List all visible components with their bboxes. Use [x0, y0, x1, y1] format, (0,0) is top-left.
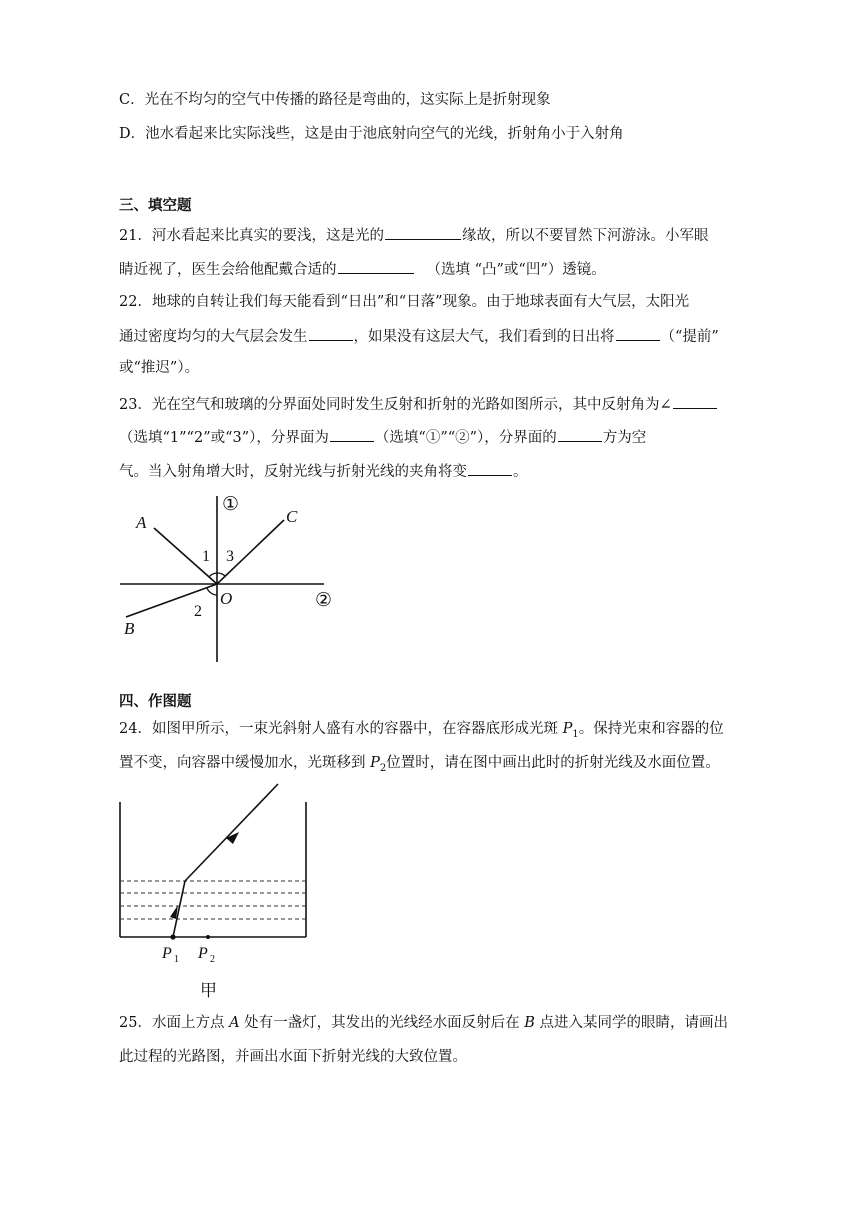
incident-arrow-icon [226, 832, 239, 844]
label-angle-1: 1 [202, 548, 210, 565]
q23-text-e: 气。当入射角增大时，反射光线与折射光线的夹角将变 [119, 464, 467, 480]
angle-3-arc [217, 573, 225, 576]
q24-text-a: 24．如图甲所示，一束光斜射人盛有水的容器中，在容器底形成光斑 [119, 721, 563, 737]
label-a: A [136, 513, 147, 532]
q23-blank-4[interactable] [468, 461, 512, 476]
q22-text-b: ，如果没有这层大气，我们看到的日出将 [353, 329, 615, 345]
q21-text-c: 睛近视了，医生会给他配戴合适的 [119, 262, 337, 278]
incident-ray [185, 784, 278, 881]
q24-var-p2: P [370, 755, 380, 771]
q21-text-d: （选填 “凸”或“凹”）透镜。 [426, 262, 606, 278]
q23-blank-3[interactable] [558, 427, 602, 442]
q23-blank-1[interactable] [673, 394, 717, 409]
question-21-line-1 [119, 225, 708, 246]
spot-p1 [170, 934, 175, 939]
option-c: C．光在不均匀的空气中传播的路径是弯曲的，这实际上是折射现象 [119, 92, 551, 108]
question-25-line-1 [119, 1013, 728, 1033]
q23-text-d: 方为空 [602, 430, 647, 446]
q21-blank-2[interactable] [338, 259, 414, 274]
angle-2-arc [207, 588, 217, 595]
q23-text-c: （选填“①”“②”），分界面的 [374, 430, 557, 446]
label-o: O [220, 589, 233, 608]
q24-sub-1: 1 [572, 728, 579, 740]
label-p2: P [198, 945, 208, 962]
q24-var-p: P [562, 721, 573, 737]
question-23-line-1 [119, 394, 718, 415]
angle-1-arc [209, 573, 217, 577]
q25-var-a: A [229, 1015, 240, 1031]
question-21-line-2 [119, 259, 606, 280]
label-p2-sub: 2 [210, 954, 215, 965]
question-22-line-1: 22．地球的自转让我们每天能看到“日出”和“日落”现象。由于地球表面有大气层，太阳光 [119, 294, 690, 310]
question-23-line-2 [119, 427, 646, 448]
section-4-title: 四、作图题 [119, 693, 192, 710]
label-p1: P [162, 945, 172, 962]
q22-blank-2[interactable] [616, 326, 660, 341]
figure-23-optics-diagram [112, 490, 352, 674]
q24-sub-2: 2 [379, 762, 387, 774]
question-23-line-3 [119, 461, 528, 482]
q25-text-b: 处有一盏灯，其发出的光线经水面反射后在 [239, 1015, 525, 1031]
q22-blank-1[interactable] [309, 326, 353, 341]
label-c: C [286, 507, 298, 526]
label-angle-2: 2 [194, 603, 202, 620]
q24-text-d: 位置时，请在图中画出此时的折射光线及水面位置。 [386, 755, 720, 771]
question-22-line-3: 或“推迟”）。 [119, 360, 200, 376]
q23-blank-2[interactable] [330, 427, 374, 442]
q25-text-c: 点进入某同学的眼睛，请画出 [534, 1015, 729, 1031]
q24-text-c: 置不变，向容器中缓慢加水，光斑移到 [119, 755, 371, 771]
question-24-line-2 [119, 753, 720, 779]
ray-ob [126, 584, 217, 617]
section-3-title: 三、填空题 [119, 197, 192, 214]
q22-text-c: （“提前” [660, 329, 719, 345]
option-d: D．池水看起来比实际浅些，这是由于池底射向空气的光线，折射角小于入射角 [119, 126, 624, 142]
question-22-line-2 [119, 326, 719, 347]
q23-text-b: （选填“1”“2”或“3”），分界面为 [119, 430, 329, 446]
q25-var-b: B [524, 1015, 535, 1031]
figure-24-container-diagram [112, 780, 322, 1004]
label-b: B [124, 619, 135, 638]
q23-text-a: 23．光在空气和玻璃的分界面处同时发生反射和折射的光路如图所示，其中反射角为∠ [119, 397, 672, 413]
label-interface-1: ① [222, 494, 240, 515]
spot-p2 [206, 935, 210, 939]
q23-text-f: 。 [513, 464, 528, 480]
label-p1-sub: 1 [174, 954, 179, 965]
q21-text-a: 21．河水看起来比真实的要浅，这是光的 [119, 228, 384, 244]
q22-text-a: 通过密度均匀的大气层会发生 [119, 329, 308, 345]
q24-text-b: 。保持光束和容器的位 [578, 721, 724, 737]
q21-blank-1[interactable] [385, 225, 461, 240]
label-interface-2: ② [315, 590, 333, 611]
figure-caption: 甲 [200, 981, 217, 1000]
question-24-line-1 [119, 719, 724, 745]
refracted-ray [173, 881, 185, 937]
q21-text-b: 缘故，所以不要冒然下河游泳。小军眼 [461, 228, 709, 244]
q25-text-a: 25．水面上方点 [119, 1015, 230, 1031]
question-25-line-2: 此过程的光路图，并画出水面下折射光线的大致位置。 [119, 1049, 467, 1065]
label-angle-3: 3 [226, 548, 234, 565]
